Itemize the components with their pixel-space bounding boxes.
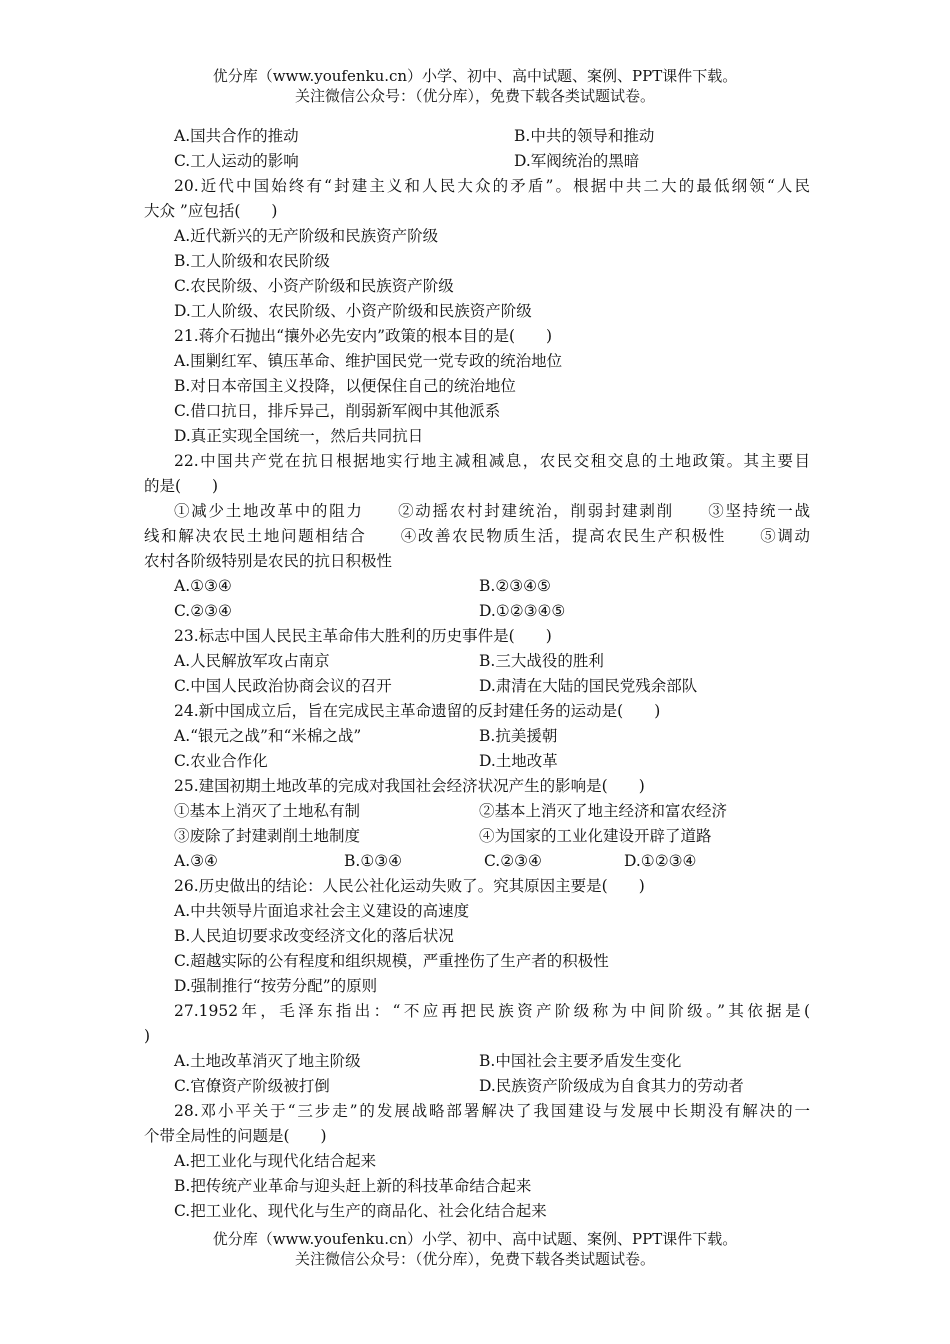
q22-option-a: A.①③④ — [174, 577, 232, 595]
q21-option-a: A.围剿红军、镇压革命、维护国民党一党专政的统治地位 — [174, 352, 563, 370]
q23-option-b: B.三大战役的胜利 — [479, 652, 604, 670]
q24-option-a: A.“银元之战”和“米棉之战” — [174, 727, 362, 745]
q25-option-d: D.①②③④ — [624, 852, 697, 870]
q27-option-d: D.民族资产阶级成为自食其力的劳动者 — [479, 1077, 744, 1095]
q28-option-c: C.把工业化、现代化与生产的商品化、社会化结合起来 — [174, 1202, 547, 1220]
q25-option-a: A.③④ — [174, 852, 218, 870]
q27-options-row-1 — [144, 1049, 810, 1074]
q25-option-b: B.①③④ — [344, 852, 403, 870]
q19-option-b: B.中共的领导和推动 — [514, 127, 655, 145]
q27-option-c: C.官僚资产阶级被打倒 — [174, 1077, 330, 1095]
q27-options-row-2 — [144, 1074, 810, 1099]
q23-stem: 23.标志中国人民民主革命伟大胜利的历史事件是( ) — [174, 627, 552, 645]
q22-options-row-2 — [144, 599, 810, 624]
q24-options-row-2 — [144, 749, 810, 774]
q22-stem: 22.中国共产党在抗日根据地实行地主减租减息，农民交租交息的土地政策。其主要目 — [174, 452, 810, 470]
q20-option-c: C.农民阶级、小资产阶级和民族资产阶级 — [174, 277, 454, 295]
q23-option-a: A.人民解放军攻占南京 — [174, 652, 330, 670]
q21-stem: 21.蒋介石抛出“攘外必先安内”政策的根本目的是( ) — [174, 327, 553, 345]
q28-stem: 28.邓小平关于“三步走”的发展战略部署解决了我国建设与发展中长期没有解决的一 — [174, 1102, 810, 1120]
q27-option-b: B.中国社会主要矛盾发生变化 — [479, 1052, 682, 1070]
q26-stem: 26.历史做出的结论：人民公社化运动失败了。究其原因主要是( ) — [174, 877, 645, 895]
q22-options-row-1 — [144, 574, 810, 599]
q20-option-d: D.工人阶级、农民阶级、小资产阶级和民族资产阶级 — [174, 302, 532, 320]
q19-option-c: C.工人运动的影响 — [174, 152, 299, 170]
q19-options-row-2 — [144, 149, 810, 174]
q22-stem-cont: 的是( ) — [144, 477, 219, 495]
page-header — [0, 66, 950, 106]
header-line-2: 关注微信公众号：（优分库），免费下载各类试题试卷。 — [294, 87, 655, 105]
q24-option-d: D.土地改革 — [479, 752, 558, 770]
q19-options-row-1 — [144, 124, 810, 149]
q25-statements-row-2 — [144, 824, 810, 849]
q25-statements-row-1 — [144, 799, 810, 824]
question-list — [144, 124, 810, 1224]
q28-option-a: A.把工业化与现代化结合起来 — [174, 1152, 377, 1170]
q22-statements-3: 农村各阶级特别是农民的抗日积极性 — [144, 552, 393, 570]
q24-options-row-1 — [144, 724, 810, 749]
q20-option-b: B.工人阶级和农民阶级 — [174, 252, 330, 270]
q22-option-b: B.②③④⑤ — [479, 577, 551, 595]
header-line-1: 优分库（www.youfenku.cn）小学、初中、高中试题、案例、PPT课件下载。 — [212, 67, 738, 85]
q23-option-c: C.中国人民政治协商会议的召开 — [174, 677, 392, 695]
q26-option-b: B.人民迫切要求改变经济文化的落后状况 — [174, 927, 454, 945]
q25-options-row — [144, 849, 810, 874]
q28-stem-cont: 个带全局性的问题是( ) — [144, 1127, 327, 1145]
q26-option-c: C.超越实际的公有程度和组织规模，严重挫伤了生产者的积极性 — [174, 952, 609, 970]
q25-stem: 25.建国初期土地改革的完成对我国社会经济状况产生的影响是( ) — [174, 777, 645, 795]
q20-stem: 20.近代中国始终有“封建主义和人民大众的矛盾”。根据中共二大的最低纲领“人民 — [174, 177, 810, 195]
q22-statements-1: ①减少土地改革中的阻力 ②动摇农村封建统治，削弱封建剥削 ③坚持统一战 — [174, 502, 810, 520]
q20-option-a: A.近代新兴的无产阶级和民族资产阶级 — [174, 227, 439, 245]
footer-line-1: 优分库（www.youfenku.cn）小学、初中、高中试题、案例、PPT课件下载。 — [212, 1230, 738, 1248]
q24-stem: 24.新中国成立后，旨在完成民主革命遗留的反封建任务的运动是( ) — [174, 702, 661, 720]
q19-option-a: A.国共合作的推动 — [174, 127, 299, 145]
q25-statement-1: ①基本上消灭了土地私有制 — [174, 802, 361, 820]
q25-statement-4: ④为国家的工业化建设开辟了道路 — [479, 827, 712, 845]
q27-stem-cont: ) — [144, 1027, 151, 1045]
footer-line-2: 关注微信公众号：（优分库），免费下载各类试题试卷。 — [294, 1250, 655, 1268]
q23-options-row-2 — [144, 674, 810, 699]
q28-option-b: B.把传统产业革命与迎头赶上新的科技革命结合起来 — [174, 1177, 532, 1195]
q22-statements-2: 线和解决农民土地问题相结合 ④改善农民物质生活，提高农民生产积极性 ⑤调动 — [144, 527, 810, 545]
q23-options-row-1 — [144, 649, 810, 674]
q25-statement-3: ③废除了封建剥削土地制度 — [174, 827, 361, 845]
q27-option-a: A.土地改革消灭了地主阶级 — [174, 1052, 361, 1070]
q24-option-c: C.农业合作化 — [174, 752, 268, 770]
q21-option-b: B.对日本帝国主义投降，以便保住自己的统治地位 — [174, 377, 516, 395]
q24-option-b: B.抗美援朝 — [479, 727, 558, 745]
q19-option-d: D.军阀统治的黑暗 — [514, 152, 640, 170]
q26-option-d: D.强制推行“按劳分配”的原则 — [174, 977, 378, 995]
q23-option-d: D.肃清在大陆的国民党残余部队 — [479, 677, 698, 695]
q21-option-c: C.借口抗日，排斥异己，削弱新军阀中其他派系 — [174, 402, 501, 420]
q26-option-a: A.中共领导片面追求社会主义建设的高速度 — [174, 902, 470, 920]
q22-option-c: C.②③④ — [174, 602, 232, 620]
q27-stem: 27.1952年，毛泽东指出：“不应再把民族资产阶级称为中间阶级。”其依据是( — [174, 1002, 810, 1020]
q25-statement-2: ②基本上消灭了地主经济和富农经济 — [479, 802, 728, 820]
q20-stem-cont: 大众 ”应包括( ) — [144, 202, 278, 220]
q22-option-d: D.①②③④⑤ — [479, 602, 566, 620]
q21-option-d: D.真正实现全国统一，然后共同抗日 — [174, 427, 424, 445]
page-footer — [0, 1229, 950, 1269]
q25-option-c: C.②③④ — [484, 852, 542, 870]
